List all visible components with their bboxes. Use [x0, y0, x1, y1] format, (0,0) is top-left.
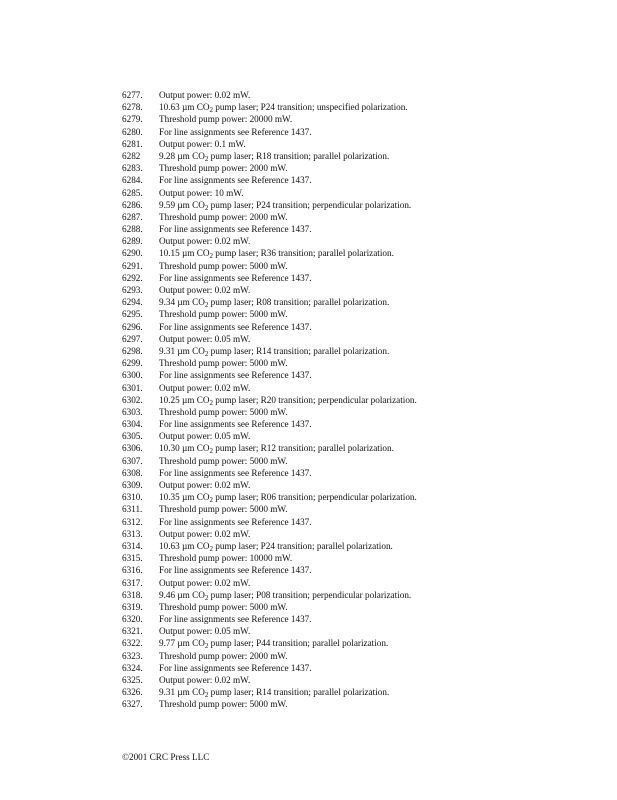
note-number: 6318. [122, 589, 143, 600]
note-text: Threshold pump power: 2000 mW. [159, 211, 288, 222]
note-text: Output power: 0.02 mW. [159, 382, 251, 393]
note-number: 6297. [122, 333, 143, 344]
note-number: 6301. [122, 382, 143, 393]
note-number: 6303. [122, 406, 143, 417]
note-row [122, 272, 417, 284]
note-row [122, 211, 417, 223]
note-number: 6289. [122, 236, 143, 247]
note-number: 6288. [122, 224, 143, 235]
note-row [122, 187, 417, 199]
note-number: 6294. [122, 297, 143, 308]
note-text: 9.31 µm $CO_2$ pump laser; R14 transition; parallel polarization. [159, 345, 390, 358]
copyright-footer: ©2001 CRC Press LLC [122, 752, 210, 762]
note-number: 6285. [122, 187, 143, 198]
note-text: For line assignments see Reference 1437. [159, 126, 312, 137]
note-row [122, 308, 417, 320]
note-text: Threshold pump power: 2000 mW. [159, 163, 288, 174]
note-number: 6325. [122, 675, 143, 685]
note-text: Threshold pump power: 5000 mW. [159, 358, 288, 369]
note-row [122, 686, 417, 698]
note-number: 6298. [122, 345, 143, 356]
note-row [122, 260, 417, 272]
note-text: 10.25 µm $CO_2$ pump laser; R20 transition; perpendicular polarization. [159, 394, 417, 407]
note-row [122, 601, 417, 613]
note-row [122, 150, 417, 162]
note-text: For line assignments see Reference 1437. [159, 614, 312, 625]
note-row [122, 650, 417, 662]
note-text: 9.59 µm $CO_2$ pump laser; P24 transition; perpendicular polarization. [159, 199, 412, 212]
note-row [122, 321, 417, 333]
note-row [122, 223, 417, 235]
note-text: 10.63 µm $CO_2$ pump laser; P24 transition; unspecified polarization. [159, 102, 408, 115]
note-row [122, 564, 417, 576]
note-row [122, 491, 417, 503]
note-row [122, 369, 417, 381]
note-number: 6290. [122, 248, 143, 259]
note-number: 6310. [122, 492, 143, 503]
note-text: Threshold pump power: 5000 mW. [159, 309, 288, 320]
note-row [122, 406, 417, 418]
note-row [122, 333, 417, 345]
note-row [122, 382, 417, 394]
note-text: Threshold pump power: 5000 mW. [159, 699, 288, 710]
note-text: Output power: 0.02 mW. [159, 675, 251, 685]
note-number: 6317. [122, 577, 143, 588]
note-row [122, 442, 417, 454]
note-row [122, 89, 417, 101]
note-row [122, 296, 417, 308]
note-text: Threshold pump power: 5000 mW. [159, 504, 288, 515]
note-text: 9.77 µm $CO_2$ pump laser; P44 transition; parallel polarization. [159, 638, 389, 651]
note-number: 6321. [122, 626, 143, 637]
note-number: 6279. [122, 114, 143, 125]
note-text: Output power: 0.02 mW. [159, 236, 251, 247]
note-row [122, 418, 417, 430]
note-text: Threshold pump power: 5000 mW. [159, 601, 288, 612]
note-text: For line assignments see Reference 1437. [159, 272, 312, 283]
note-row [122, 528, 417, 540]
note-row [122, 199, 417, 211]
note-text: Output power: 10 mW. [159, 187, 244, 198]
note-text: For line assignments see Reference 1437. [159, 419, 312, 430]
note-number: 6278. [122, 102, 143, 113]
note-text: Threshold pump power: 10000 mW. [159, 553, 293, 564]
note-row [122, 247, 417, 259]
note-text: 9.28 µm $CO_2$ pump laser; R18 transition; parallel polarization. [159, 150, 390, 163]
notes-list [122, 89, 417, 711]
note-number: 6320. [122, 614, 143, 625]
note-number: 6324. [122, 662, 143, 673]
note-text: Threshold pump power: 20000 mW. [159, 114, 293, 125]
note-text: For line assignments see Reference 1437. [159, 321, 312, 332]
note-row [122, 698, 417, 710]
note-text: For line assignments see Reference 1437. [159, 224, 312, 235]
note-number: 6292. [122, 272, 143, 283]
note-number: 6284. [122, 175, 143, 186]
note-number: 6323. [122, 650, 143, 661]
note-text: 10.35 µm $CO_2$ pump laser; R06 transition; perpendicular polarization. [159, 492, 417, 505]
note-number: 6308. [122, 467, 143, 478]
note-number: 6299. [122, 358, 143, 369]
note-number: 6286. [122, 199, 143, 210]
note-text: Output power: 0.05 mW. [159, 626, 251, 637]
note-text: Threshold pump power: 5000 mW. [159, 455, 288, 466]
note-row [122, 479, 417, 491]
note-number: 6300. [122, 370, 143, 381]
note-number: 6304. [122, 419, 143, 430]
note-number: 6282 [122, 150, 141, 161]
note-number: 6316. [122, 565, 143, 576]
note-row [122, 637, 417, 649]
note-text: 9.34 µm $CO_2$ pump laser; R08 transition; parallel polarization. [159, 297, 390, 310]
note-row [122, 126, 417, 138]
note-text: Output power: 0.1 mW. [159, 138, 246, 149]
note-text: Output power: 0.02 mW. [159, 577, 251, 588]
note-number: 6313. [122, 528, 143, 539]
note-row [122, 662, 417, 674]
note-text: For line assignments see Reference 1437. [159, 467, 312, 478]
note-text: Output power: 0.02 mW. [159, 480, 251, 490]
note-number: 6307. [122, 455, 143, 466]
note-number: 6295. [122, 309, 143, 320]
note-number: 6280. [122, 126, 143, 137]
note-row [122, 162, 417, 174]
note-number: 6326. [122, 687, 143, 698]
note-text: Output power: 0.02 mW. [159, 528, 251, 539]
note-text: For line assignments see Reference 1437. [159, 565, 312, 576]
note-row [122, 552, 417, 564]
note-row [122, 345, 417, 357]
note-text: Threshold pump power: 5000 mW. [159, 260, 288, 271]
note-row [122, 540, 417, 552]
note-row [122, 430, 417, 442]
note-text: For line assignments see Reference 1437. [159, 370, 312, 381]
note-number: 6283. [122, 163, 143, 174]
note-row [122, 235, 417, 247]
note-text: Threshold pump power: 2000 mW. [159, 650, 288, 661]
note-number: 6315. [122, 553, 143, 564]
note-row [122, 613, 417, 625]
note-row [122, 455, 417, 467]
note-number: 6322. [122, 638, 143, 649]
note-number: 6305. [122, 431, 143, 442]
note-text: Output power: 0.02 mW. [159, 90, 251, 100]
note-number: 6309. [122, 480, 143, 490]
note-number: 6293. [122, 285, 143, 295]
note-row [122, 101, 417, 113]
note-number: 6291. [122, 260, 143, 271]
note-text: 9.31 µm $CO_2$ pump laser; R14 transition; parallel polarization. [159, 687, 390, 700]
note-text: Output power: 0.05 mW. [159, 431, 251, 442]
note-number: 6281. [122, 138, 143, 149]
note-row [122, 467, 417, 479]
note-number: 6296. [122, 321, 143, 332]
note-row [122, 174, 417, 186]
note-number: 6319. [122, 601, 143, 612]
note-number: 6302. [122, 394, 143, 405]
note-row [122, 284, 417, 296]
note-text: 9.46 µm $CO_2$ pump laser; P08 transition; perpendicular polarization. [159, 589, 412, 602]
note-number: 6306. [122, 443, 143, 454]
note-row [122, 516, 417, 528]
note-text: Threshold pump power: 5000 mW. [159, 406, 288, 417]
note-text: For line assignments see Reference 1437. [159, 662, 312, 673]
note-text: 10.63 µm $CO_2$ pump laser; P24 transition; parallel polarization. [159, 540, 393, 553]
note-row [122, 138, 417, 150]
note-number: 6312. [122, 516, 143, 527]
note-text: Output power: 0.02 mW. [159, 285, 251, 295]
note-row [122, 503, 417, 515]
note-row [122, 577, 417, 589]
note-text: For line assignments see Reference 1437. [159, 516, 312, 527]
note-text: For line assignments see Reference 1437. [159, 175, 312, 186]
note-text: 10.30 µm $CO_2$ pump laser; R12 transition; parallel polarization. [159, 443, 394, 456]
note-number: 6277. [122, 90, 143, 100]
note-row [122, 113, 417, 125]
note-number: 6327. [122, 699, 143, 710]
note-number: 6287. [122, 211, 143, 222]
note-row [122, 589, 417, 601]
note-row [122, 394, 417, 406]
note-number: 6314. [122, 540, 143, 551]
note-number: 6311. [122, 504, 143, 515]
note-row [122, 674, 417, 686]
note-text: Output power: 0.05 mW. [159, 333, 251, 344]
note-row [122, 357, 417, 369]
note-row [122, 625, 417, 637]
note-text: 10.15 µm $CO_2$ pump laser; R36 transition; parallel polarization. [159, 248, 394, 261]
